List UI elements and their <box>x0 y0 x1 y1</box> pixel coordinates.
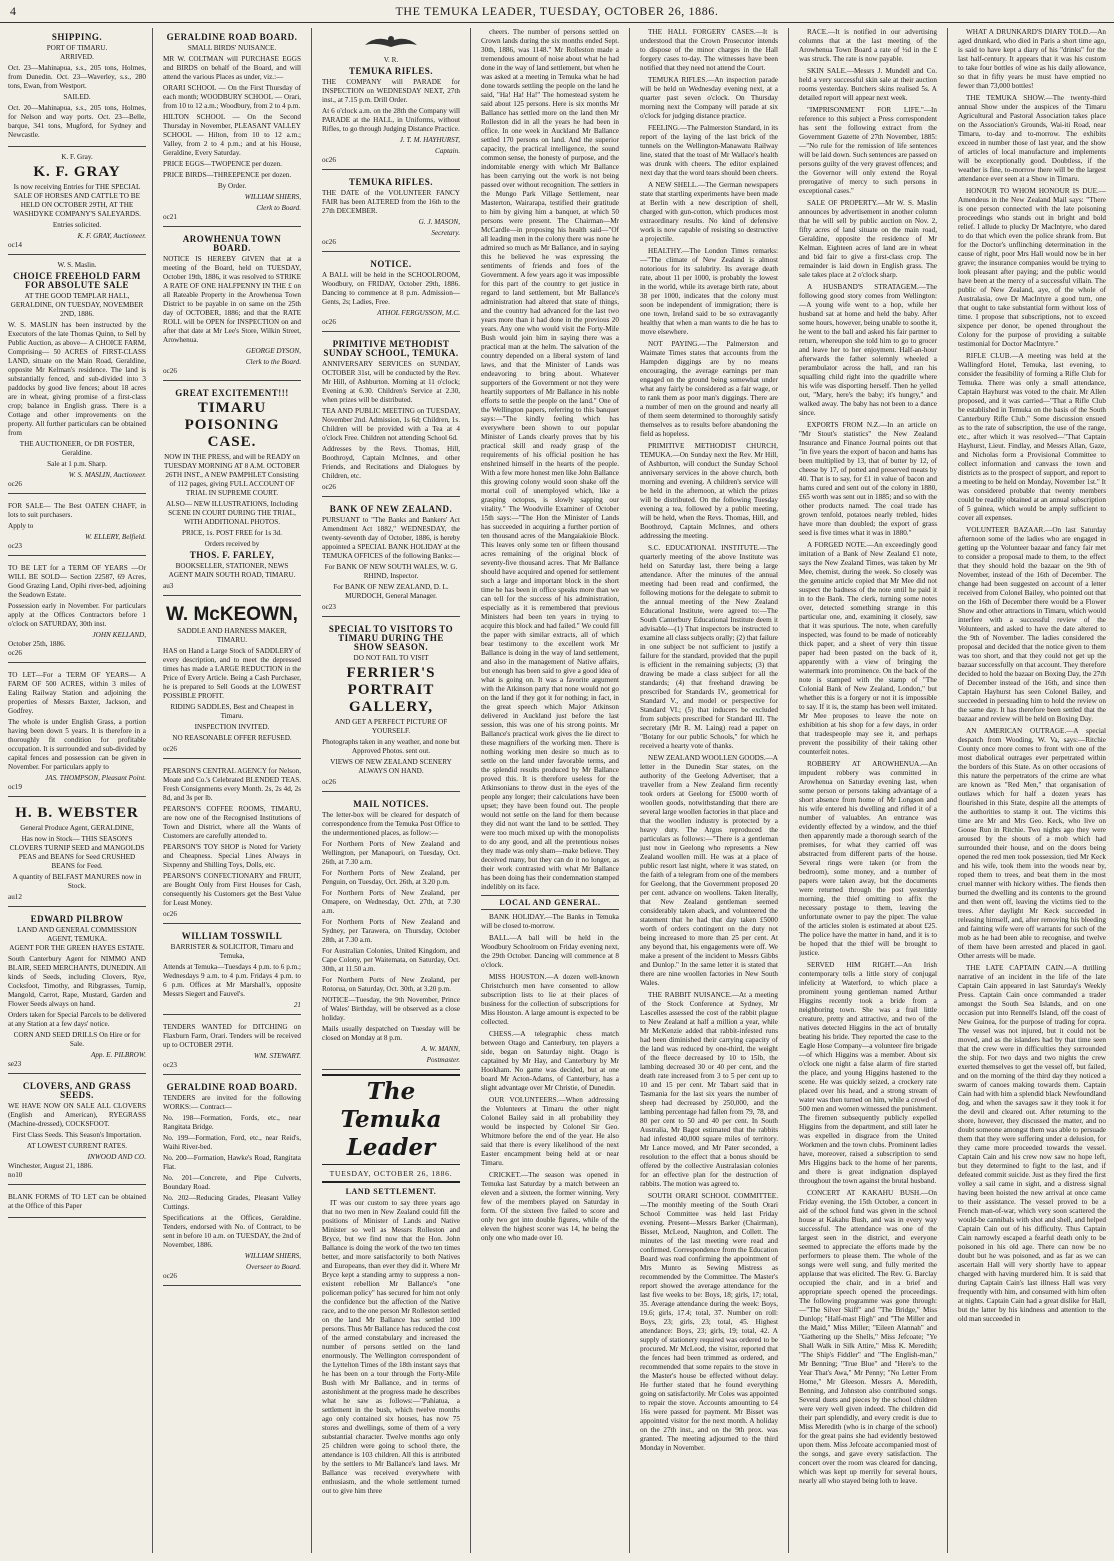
advert-body: NOW IN THE PRESS, and will be READY on TUESDAY MORNING AT 8 A.M. OCTOBER 26TH INST., A NEW PAMPHLET Consisting of 112 pages, giving FULL ACCOUNT OF TRIAL IN SUPREME COURT. <box>164 453 300 497</box>
advert-body: A BALL will be held in the SCHOOLROOM, Woodbury, on FRIDAY, October 29th, 1886. Dancing to commence at 8 p.m. Admission—Gents, 2s; Ladies, Free. <box>322 271 460 306</box>
advert-body: The whole is under English Grass, a portion having been down 5 years. It is therefore in a thoroughly fit condition for profitable occupation. It is surrounded and sub-divided by capital fences and possession can be given in November. For particulars apply to <box>8 718 146 771</box>
mail-item: For Northern Ports of New Zealand and Wellington, per Manapouri, on Tuesday, Oct. 26th, at 7.30 a.m. <box>322 840 460 866</box>
shipping-sailed: Oct. 20—Mahinapua, s.s., 205 tons, Holmes, for Nelson and way ports. Oct. 23—Belle, barque, 341 tons, Mugford, for Sydney and Newcastle. <box>8 104 146 139</box>
ball-notice <box>322 255 460 332</box>
advert-body: Apply to <box>8 522 34 530</box>
advert-code: oc26 <box>163 1272 177 1280</box>
advert-body: AT THE GOOD TEMPLAR HALL, GERALDINE, ON TUESDAY, NOVEMBER 2ND, 1886. <box>10 292 144 318</box>
news-item: NEW ZEALAND WOOLLEN GOODS.—A letter in the Dunedin Star states, on the authority of the Geelong Advertiser, that a traveller from a New Zealand firm recently took orders at Geelong for £5000 worth of woollen goods, notwithstanding that there are several large woollen factories in that place and that the woollen industry is protected by a heavy duty. The Argus reproduced the particulars as follows:—"There is a gentleman just now in Geelong who represents a New Zealand woollen mill. He was at a place of public resort last night, where it was stated, on the faith of a telegram from one of the members for Geelong, that the Government proposed 20 per cent. advance on woollens. Taken literally, that New Zealand gentleman seemed considerably taken aback, and volunteered the statement that he had that day taken £5000 worth of orders contingent on the duty not being increased to more than 25 per cent. At any beyond that, his engagements were off. We make a present of the incident to Messrs Gibbs and Dunlop." In the same letter it is stated that there are nine woollen factories in New South Wales. <box>640 754 778 987</box>
news-item: HONOUR TO WHOM HONOUR IS DUE.—Amendeus in the New Zealand Mail says: "There is one person connected with the late poisoning proceedings who stands out in bright and bold relief. I allude to plucky Dr MacIntyre, who dared to do that which even the police shrank from. But for the Doctor's unflinching determination in the cause of right, poor Mrs Hall would now be in her grave; the insurance companies would be trying to look pleasant after paying; and the public would have been at the mercy of a successful villain. The public of New Zealand, aye, of the whole of Australasia, owe Dr MacIntyre a good turn, one that ought to take substantial form without loss of time. I propose that subscriptions, not to exceed sixpence per donor, be opened throughout the Colony for the purpose of providing a suitable testimonial for Doctor MacIntyre." <box>958 187 1106 348</box>
column-rule <box>311 28 312 1553</box>
advert-heading: K. F. GRAY <box>33 164 121 180</box>
advert-heading: EDWARD PILBROW <box>30 914 124 924</box>
news-item: WHAT A DRUNKARD'S DIARY TOLD.—An aged drunkard, who died in Paris a short time ago, is said to have kept a diary of his "drinks" for the last half-century. It appears that it was his custom to take four bottles of wine as his daily allowance, so that in fifty years he must have emptied no fewer than 73,000 bottles! <box>958 28 1106 90</box>
advert-body: NOTICE—Tuesday, the 9th November, Prince of Wales' Birthday, will be observed as a close holiday. <box>322 996 460 1022</box>
advert-body: TEA AND PUBLIC MEETING on TUESDAY, November 2nd. Admission, 1s 6d; Children, 1s. Children will be provided with a Tea at 4 o'clock Free. Children not attending School 6d. <box>322 407 460 442</box>
mail-item: For Northern Ports of New Zealand, per Omapere, on Wednesday, Oct. 27th, at 7.30 a.m. <box>322 889 460 915</box>
advert-signature: WILLIAM SHIERS, <box>244 193 301 201</box>
advert-subheading: LAND AND GENERAL COMMISSION AGENT, TEMUKA. <box>17 926 137 943</box>
news-column <box>799 28 937 1486</box>
column-rule <box>947 28 948 1553</box>
advert-signature: Secretary. <box>431 229 460 237</box>
advert-body: Is now receiving Entries for THE SPECIAL SALE OF HORSES AND CATTLE TO BE HELD ON OCTOBER 29TH, AT THE WASHDYKE COMPANY'S SALEYARDS. <box>13 183 141 218</box>
advert-body: ANNIVERSARY SERVICES on SUNDAY, OCTOBER 31st, will be conducted by the Rev. Mr Hill, of Ashburton. Morning at 11 o'clock; Evening at 6.30. Children's Service at 2.30, when prizes will be distributed. <box>322 360 460 404</box>
news-item: EXPORTS FROM N.Z.—In an article on "Mr Stout's statistics" the New Zealand Insurance and Finance Journal points out that "in five years the export of bacon and hams has been multiplied by 13, that of butter by 12, of cheese by 17, of potted and preserved meats by 40. That is to say, for £1 in value of bacon and hams cured and sent out of the colony in 1880, £65 worth was sent out in 1885; and so with the other products named. The coal trade has grown tenfold, potatoes nearly trebled, hides have more than doubled; the export of grass seed is five times what it was in 1880." <box>799 421 937 537</box>
news-item: BANK HOLIDAY.—The Banks in Temuka will be closed to-morrow. <box>481 913 619 930</box>
news-item: CHESS.—A telegraphic chess match between Otago and Canterbury, ten players a side, began on Saturday night. Otago is captained by Mr Hay, and Canterbury by Mr Hookham. No game was decided, but at one board Mr Acton-Adams, of Canterbury, has a slight advantage over Mr Christie, of Dunedin. <box>481 1030 619 1092</box>
advert-body: PRICE BIRDS—THREEPENCE per dozen. <box>163 171 292 179</box>
mail-item: For Northern Ports of New Zealand, per Rotorua, on Saturday, Oct. 30th, at 3.20 p.m. <box>322 976 460 993</box>
advert-signature: K. F. GRAY, Auctioneer. <box>77 232 146 240</box>
news-item: S.C. EDUCATIONAL INSTITUTE.—The quarterly meeting of the above Institute was held on Saturday last, there being a large attendance. After the minutes of the annual meeting had been read and confirmed, the following motions for the delegate to submit to the annual meeting of the New Zealand Educational Institute, were agreed to:—The South Canterbury Educational Institute deem it advisable—(1) That inspectors be instructed to examine all class subjects orally; (2) that failure in one subject be not sufficient to justify a failure for the standard, provided that the pupil is efficient in the remaining subjects; (3) that drawing be made a class subject for all the standards; (4) that freehand drawing be prescribed for Standards IV., geometrical for Standard V., and model or perspective for Standard VI.; (5) that inducers be excluded from subjects prescribed for Standard III. The secretary (Mr R. M. Laing) read a paper on "Botany for our public Schools," for which he received a hearty vote of thanks. <box>640 544 778 750</box>
advert-body: WE HAVE NOW ON SALE ALL CLOVERS (English and American), RYEGRASS (Machine-dressed), COCKSFOOT. <box>8 1102 146 1128</box>
advert-body: ALSO— NEW ILLUSTRATIONS, Including SCENE IN COURT DURING THE TRIAL, WITH ADDITIONAL PHOTOS. <box>165 500 299 526</box>
advert-code: oc26 <box>8 480 22 488</box>
chaff-advert <box>8 497 146 556</box>
gray-advert <box>8 150 146 255</box>
advert-heading: AROWHENUA TOWN BOARD. <box>182 234 282 253</box>
ferrier-advert <box>322 620 460 792</box>
section-heading: LOCAL AND GENERAL. <box>481 895 619 910</box>
advert-body: TO LET—For a TERM OF YEARS— A FARM OF 500 ACRES, within 3 miles of Ealing Railway Station and adjoining the properties of Messrs Baxter, Jackson, and Godfrey. <box>8 671 146 715</box>
advert-subheading: AGENT FOR THE GREEN HAYES ESTATE. <box>9 944 145 952</box>
advert-body: PEARSON'S CONFECTIONARY and FRUIT, are Bought Only from First Houses for Cash, consequently his Customers get the Best Value for Least Money. <box>163 872 301 907</box>
contract-item: No. 201—Concrete, and Pipe Culverts, Boundary Road. <box>163 1174 301 1191</box>
advert-body: At 6 o'clock a.m. on the 28th the Company will PARADE at the HALL, in Uniforms, without Rifles, to go through Judging Distance Practice. <box>322 107 460 133</box>
column-2 <box>163 28 301 1553</box>
advert-code: au12 <box>8 893 22 901</box>
tosswill-advert <box>163 927 301 1015</box>
advert-body: Sale at 1 p.m. Sharp. <box>47 460 107 468</box>
advert-code: oc14 <box>8 241 22 249</box>
geraldine-board-advert <box>163 28 301 227</box>
page-number: 4 <box>10 4 17 18</box>
column-4 <box>481 28 619 1553</box>
advert-body: AT LOWEST CURRENT RATES. <box>26 1142 128 1150</box>
advert-body: BLANK FORMS of TO LET can be obtained at the Office of this Paper <box>8 1193 146 1210</box>
methodist-advert <box>322 335 460 497</box>
advert-code: oc26 <box>322 778 336 786</box>
column-6 <box>799 28 937 1553</box>
news-item: RACE.—It is notified in our advertising columns that at the last meeting of the Arowhenua Town Board a rate of ½d in the £ was struck. The rate is now payable. <box>799 28 937 63</box>
contract-item: No. 200—Formation, Hawke's Road, Rangitata Flat. <box>163 1154 301 1171</box>
pilbrow-advert <box>8 910 146 1074</box>
news-item: A NEW SHELL.—The German newspapers state that startling experiments have been made at Berlin with a new description of shell, charged with gun-cotton, which produces most extraordinary results. No kind of defensive work is now capable of resisting so destructive a projectile. <box>640 181 778 243</box>
news-item: CONCERT AT KAKAHU BUSH.—On Friday evening, the 15th October, a concert in aid of the school fund was given in the school house at Kakahu Bush, and was in every way successful. The attendance was one of the largest seen in the district, and everyone seemed to appreciate the efforts made by the performers to please them. The whole of the songs were well sung, and fully merited the applause that was elicited. The Rev. G. Barclay occupied the chair, and in a brief and appropriate speech opened the proceedings. The following programme was gone through:—"The Silver Skiff" and "The Bridge," Miss Dunlop; "Half-mast High" and "The Miller and the Maid," Miss Miller; "Eileen Alannah" and "Gathering up the Shells," Miss Jefcoate; "Ye Shall Walk in Silk Attire," Miss K. Meredith; "The Ship's Fiddler" and "The English-man," Mr Benning; "True Blue" and "Here's to the Year That's Awa," Mr Penny; "No Letter From Home," Mr Gleeson. Messrs A. Meredith, Benning, and Johnston also contributed songs. Several duets and pieces by the school children were very well given indeed. The children did their part splendidly, and every credit is due to Miss Meredith (who is in charge of the school) for the great pains she had evidently bestowed upon them. Miss Jefcoate accompanied most of the songs, and gave every satisfaction. The concert over the room was cleared for dancing, which was kept up merrily for several hours, nearly all who stayed being loth to leave. <box>799 1189 937 1485</box>
news-item: THE RABBIT NUISANCE.—At a meeting of the Stock Conference at Sydney, Mr Lascelles assessed the cost of the rabbit plague to New Zealand at half a million a year, while Mr McKenzie added that rabbit-infested runs had been diminished their carrying capacity of the land was reduced by one-third, the weight of the fleece decreased by 10 to 15lb, the lambing decreased 30 or 40 per cent, and the death rate increased from 3 to 5 per cent up to 10 and 15 per cent. Mr Tabart said that in Tasmania for the last six years the number of sheep had decreased by 250,000, and the lambing percentage had fallen from 79, 78, and 80 per cent to 50 and 40 per cent. In South Australia, Mr Bagot estimated that the rabbits had infested 40,000 square miles of territory. Mr Lance moved, and Mr Pater seconded, a resolution to the effect that a bonus should be offered by the collective Australasian colonies for an effective plan for the destruction of rabbits. The motion was agreed to. <box>640 991 778 1188</box>
mail-notices <box>322 795 460 1070</box>
advert-heading: WILLIAM TOSSWILL <box>181 931 283 941</box>
news-item: SALE OF PROPERTY.—Mr W. S. Maslin announces by advertisement in another column that he will sell by public auction on Nov. 2, fifty acres of land situate on the main road, Geraldine, opposite the residence of Mr Kelman. Eighteen acres of land are in wheat and bid fair to give a first-class crop. The remainder is laid down in English grass. The sale takes place at 2 o'clock sharp. <box>799 199 937 279</box>
mail-item: For Northern Ports of New Zealand and Sydney, per Tarawera, on Thursday, October 28th, at 7.30 a.m. <box>322 918 460 944</box>
advert-body: PEARSON'S TOY SHOP is Noted for Variety and Cheapness. Special Lines Always in Sixpenny and Shilling Toys, Dolls, etc. <box>163 843 301 869</box>
column-rule <box>470 28 471 1553</box>
advert-body: MR W. COLTMAN will PURCHASE EGGS and BIRDS on behalf of the Board, and will attend the various Places as under, viz.:— <box>163 55 301 81</box>
advert-signature: For BANK OF NEW ZEALAND, D. L. MURDOCH, General Manager. <box>333 583 449 600</box>
advert-heading: BANK OF NEW ZEALAND. <box>329 504 453 514</box>
newspaper-nameplate: The Temuka Leader <box>322 1074 460 1165</box>
column-rule <box>788 28 789 1553</box>
advert-body: AND GET A PERFECT PICTURE OF YOURSELF. <box>334 718 448 735</box>
advert-signature: W. S. MASLIN, Auctioneer. <box>68 471 146 479</box>
news-item: NOT PAYING.—The Palmerston and Waimate Times states that accounts from the Hampden diggings are by no means encouraging, the average earnings per man engaged on the ground being somewhat under what any fairly be considered as a fair wage, or to rank them as poor man's diggings. There are a number of men on the ground and nearly all of them seem determined to thoroughly satisfy themselves as to results before abandoning the field as hopeless. <box>640 340 778 438</box>
column-1 <box>8 28 146 1553</box>
advert-signature: Clerk to Board. <box>256 204 301 212</box>
let-advert <box>8 559 146 663</box>
advert-body: Has now in Stock— THIS SEASON'S CLOVERS TURNIP SEED and MANGOLDS PEAS and BEANS for Seed CRUSHED BEANS for Feed. <box>9 835 145 870</box>
advert-body: BOOKSELLER, STATIONER, NEWS AGENT MAIN SOUTH ROAD, TIMARU. <box>168 562 296 579</box>
news-item: THE HALL FORGERY CASES.—It is understood that the Crown Prosecutor intends to dispose of the minor charges in the Hall forgery cases to-day. The witnesses have been notified that they need not attend the Court. <box>640 28 778 72</box>
advert-heading: CHOICE FREEHOLD FARM FOR ABSOLUTE SALE <box>13 271 141 290</box>
advert-code: oc26 <box>322 238 336 246</box>
advert-code: no10 <box>8 1171 23 1179</box>
shipping-section <box>8 28 146 147</box>
subheading: PORT OF TIMARU. <box>46 44 108 52</box>
webster-advert <box>8 800 146 907</box>
local-general-section <box>481 895 619 1243</box>
news-item: TEMUKA RIFLES.—An inspection parade will be held on Wednesday evening next, at a quarter past seven o'clock. On Thursday morning next the Company will parade at six o'clock for judging distance practice. <box>640 76 778 120</box>
news-item: THE TEMUKA SHOW.—The twenty-third annual Show under the auspices of the Timaru Agricultural and Pastoral Association takes place on the Association's Grounds, Wai-iti Road, near Timaru, to-day and to-morrow. The exhibits exceed in number those of last year, and the show of articles of local manufacture and implements will be exceptionally good. Doubtless, if the weather is fine, to-morrow there will be the largest attendance ever seen at a Show in Timaru. <box>958 94 1106 183</box>
advert-signature: App. E. PILBROW. <box>90 1051 146 1059</box>
advert-body: TO BE LET for a TERM OF YEARS —Or WILL BE SOLD— Section 22587, 69 Acres, Good Grazing Land, Opihi river-bed, adjoining the Seadown Estate. <box>8 564 146 599</box>
mail-item: For Australian Colonies, United Kingdom, and Cape Colony, per Waitemata, on Saturday, Oct. 30th, at 11.50 a.m. <box>322 947 460 973</box>
advert-code: oc23 <box>322 603 336 611</box>
advert-body: VIEWS OF NEW ZEALAND SCENERY ALWAYS ON HAND. <box>330 758 452 775</box>
advert-code: oc26 <box>163 745 177 753</box>
news-item: MISS HOUSTON.—A dozen well-known Christchurch men have consented to allow subscription lists to lie at their places of business for the collection of subscriptions for Miss Houston. A large amount is expected to be collected. <box>481 973 619 1026</box>
advert-body: PRICE, 1s. POST FREE for 1s 3d. <box>182 529 282 537</box>
column-7 <box>958 28 1106 1553</box>
poisoning-advert <box>163 384 301 596</box>
advert-signature: JOHN KELLAND, <box>92 631 146 639</box>
mckeown-advert <box>163 599 301 759</box>
advert-signature: Captain. <box>435 147 460 155</box>
advert-body: Possession early in November. For particulars apply at the Offices Contractors before 1 o'clock on SATURDAY, 30th inst. <box>8 602 146 628</box>
bank-holiday-advert <box>322 500 460 617</box>
news-item: SOUTH ORARI SCHOOL COMMITTEE.—The monthly meeting of the South Orari School Committee was held last Friday evening. Present—Messrs Barker (Chairman), Bisset, McLeod, Naughton, and Collett. The minutes of the last meeting were read and confirmed. Correspondence from the Education Board was read confirming the appointment of Mrs Munro as Sewing Mistress as recommended by the Committee. The Master's report showed the average attendance for the last five weeks to be: Boys, 18; girls, 17; total, 35. Average attendance during the week: Boys, 19.6; girls, 17.4; total, 37. Number on roll: Boys, 23; girls, 23; total, 45. Highest attendance: Boys, 23; girls, 19; total, 42. A supply of stationery required was ordered to be procured. Mr McLeod, the visitor, reported that the fences had been trimmed as ordered, and recommended that some repairs to the stove in the Master's house be effected without delay. He further stated that he found everything going on satisfactorily. Mr Coles was appointed to repair the stove. Accounts amounting to £4 16s were passed for payment. Mr Bisset was appointed visitor for the next month. A holiday on the 27th inst., and on the 9th prox. was granted. The meeting adjourned to the third Monday in November. <box>640 1192 778 1452</box>
news-item: A FORGED NOTE.—An exceedingly good imitation of a Bank of New Zealand £1 note, says the New Zealand Times, was taken by Mr Mee, chemist, during the week. So closely was the genuine article copied that Mr Mee did not suspect the badness of the note until he paid it in to the Bank. The clerk, turning some notes over, detected something strange in this particular one, and, examining it closely, saw that it was spurious. The note, when carefully inspected, was found to be made of noticeably thick paper, and a sheet of very thin tissue paper had been pasted on the back of it, apparently with a view of bringing the watermark into prominence. On the back of the note is stamped with the stamp of "The Colonial Bank of New Zealand, London," but whether this is a forgery or not it is impossible to say. If it is, the stamp has been well imitated. Mr Mee proposes to leave the note on exhibition at his shop for a few days, in order that tradespeople may see it, and perhaps prevent the possibility of their taking other counterfeit notes. <box>799 541 937 756</box>
advert-body: THE DATE of the VOLUNTEER FANCY FAIR has been ALTERED from the 16th to the 27th DECEMBER. <box>322 189 460 215</box>
advert-body: Attends at Temuka—Tuesdays 4 p.m. to 6 p.m.; Wednesdays 9 a.m. to 4 p.m. Fridays 4 p.m. to 6 p.m. Offices at Mr Marshall's, opposite Messrs Siegert and Fauvel's. <box>163 963 301 998</box>
advert-code: oc26 <box>163 910 177 918</box>
label: ARRIVED. <box>60 53 94 61</box>
advert-signature: JAS. THOMPSON, Pleasant Point. <box>44 774 146 782</box>
column-rule <box>629 28 630 1553</box>
mail-item: For Northern Ports of New Zealand, per Penguin, on Tuesday, Oct. 26th, at 3.20 p.m. <box>322 869 460 886</box>
advert-signature: WILLIAM SHIERS, <box>244 1252 301 1260</box>
maslin-advert <box>8 258 146 494</box>
advert-heading: W. McKEOWN, <box>166 604 298 625</box>
advert-body: RIDING SADDLES, Best and Cheapest in Timaru. <box>170 703 294 720</box>
news-item: VOLUNTEER BAZAAR.—On last Saturday afternoon some of the ladies who are engaged in getting up the Volunteer bazaar and fancy fair met to consider a proposal made to them, to the effect that they should hold the bazaar on the 9th of November, instead of the 16th of December. The change had been suggested on account of a letter received from Colonel Bailey, who pointed out that on the 16th of December there would be a Flower Show and other attractions in Timaru, which would interfere with a successful review of the Volunteers, and asked to have the date altered to the 9th of November. The ladies considered the proposal and decided that the notice given to them was too short, and that they could not get up the bazaar successfully on that account. They therefore decided to hold the bazaar on Boxing Day, the 27th of December instead of the 16th, and since then Captain Hayhurst has seen Colonel Bailey, and succeeded in persuading him to hold the review on the same day. It has therefore been settled that the bazaar and review will be held on Boxing Day. <box>958 526 1106 723</box>
advert-heading: GERALDINE ROAD BOARD. <box>166 1082 298 1092</box>
news-item: RIFLE CLUB.—A meeting was held at the Wallingford Hotel, Temuka, last evening, to consider the feasibility of forming a Rifle Club for Temuka. There was only a small attendance, Captain Hayhurst was voted to the chair. Mr Allen proposed, and it was carried—"That a Rifle Club be established in Temuka on the basis of the South Canterbury Rifle Club." Some discussion ensued as to the rate of subscription, the use of the range, etc., after which it was resolved—"That Captain Hayhurst, Lieut. Findlay, and Messrs Allan, Gaze, and Nicholas form a Provisional Committee to collect information and canvass the town and districts as to the prospect of support, and report to a meeting to be held on Monday, November 1st." It was considered probable that twenty members could be readily obtained at an annual subscription of 5 guinea, which would be amply sufficient to cover all expenses. <box>958 352 1106 522</box>
news-column <box>958 28 1106 1324</box>
advert-body: PEARSON'S CENTRAL AGENCY for Nelson, Moate and Co.'s Celebrated BLENDED TEAS. Fresh Consignments every Month. 2s, 2s 4d, 2s 8d, and 3s per lb. <box>163 767 301 802</box>
advert-subheading: General Produce Agent, GERALDINE, <box>20 824 134 832</box>
advert-body: South Canterbury Agent for NIMMO AND BLAIR, SEED MERCHANTS, DUNEDIN. All kinds of Seeds, including Clovers, Rye, Cocksfoot, Timothy, and Ribgrasses, Turnip, Mangold, Carrot, Rape, Mustard, Garden and Flower Seeds always on hand. <box>8 955 146 1008</box>
news-item: BALL.—A ball will be held in the Woodbury Schoolroom on Friday evening next, the 29th October. Dancing will commence at 8 o'clock. <box>481 934 619 969</box>
advert-body: The letter-box will be cleared for despatch of correspondence from the Temuka Post Office to the undermentioned places, as follow:— <box>322 811 460 837</box>
advert-body: PEARSON'S COFFEE ROOMS, TIMARU, are now one of the Recognised Institutions of Town and District, where all the Wants of Customers are carefully attended to. <box>163 805 301 840</box>
advert-headline: TIMARU POISONING CASE. <box>184 400 280 450</box>
advert-signature: INWOOD AND CO. <box>87 1153 146 1161</box>
advert-code: oc19 <box>8 783 22 791</box>
label: SAILED. <box>63 93 91 101</box>
article-paragraph: cheers. The number of persons settled on Crown lands during the six months ended Sept. 30th, 1886, was 1148." Mr Rolleston made a tremendous amount of noise about what he had done in the way of land settlement, but when he was asked at a meeting in Temuka what he had done towards settling the people on the land he said, "Ha! Ha! Ha!" The homestead system he said about 125 persons. Here is six months Mr Ballance has settled more on the land then Mr Rolleston did in all the years he had been in office. In one week in Auckland Mr Ballance settled 170 persons on land. And the superior capacity, the practical intelligence, the sound common sense, the honesty of purpose, and the indomitable energy with which Mr Ballance has been carrying out the work is not being passed over without recognition. The settlers in the Mungo Park Village Settlement, near Masterton, Wairarapa, testified their gratitude to him by giving him a banquet, at which 50 persons were present. The Chairman—Mr McCardle—in proposing his health said—"Of all leading men in the colony there was none he admired so much as Mr Ballance, and in saying this he believed he was expressing the sentiments of friends and foes of the Government. A few years ago it was impossible for this part of the country to get justice in regard to land settlement, but Mr Ballance's administration had altered that state of things, and the country had advanced for the last two years more than it had done in the previous 20 years. Any one who would visit the Forty-Mile Bush would join him in saying there was a practical man at the helm. The salvation of the country depended on a liberal system of land laws, and that the Minister of Lands was endeavoring to bring about. Whatever supporters of the Government or not they were heartily supporters of Mr Ballance in his noble efforts to settle the people on the land." One of the Wellington papers, referring to this banquet says:—"The kindly feeling which has everywhere been shown to our popular Minister of Lands clearly proves that by his practical skill and ready grasp of the requirements of his official position he has enshrined himself in the hearts of the people. With a few more honest men like John Ballance this growing colony would soon shake off the mortal coil of unemployed which, like a grasping octopus, is slowly sapping our vitality." The Woodville Examiner of October 15th says:—"The Hon the Minister of Lands has succeeded in acquiring a further portion of ten thousand acres of the Mangaiakioie Block. This leaves only some ten or fifteen thousand acres remaining of the original block of seventy-five thousand acres. That Mr Ballance should have acquired and opened for settlement such a large and important block in the short time he has been in office speaks more than we can tell for the success of his administration, especially as it is remembered that previous Ministers had been ten years in trying to acquire this block and had failed." We could fill the paper with similar extracts, all of which bear testimony to the excellent work Mr Ballance is doing in the way of land settlement, and also in the management of Native affairs, but enough has been said to give a good idea of what is going on. It was a favorite argument with the Atkinson party that none would not go on the land if they got it for nothing; in fact, in the great speech which Major Atkinson delivered in Auckland just before the last session, this was one of his strong points. Mr Ballance's practical work gives the lie direct to these magnifiers of the working men. There is nothing working men desire so much as to settle on the land under favorable terms, and the splendid results produced by Mr Ballance proved this. It is therefore useless for the Atkinsonians to throw dust in the eyes of the people any longer; their calculations have been upset; they have been found out. The people would not settle on the land for them because they did not want the land to be settled. They were too much mixed up with the monopolists to do any good, and all the pretentious noises they made was only sham—make believe. They deceived many, but they can do it no longer, as their work contrasted with what Mr Ballance has been doing has their condemnation stamped indelibly on its face. <box>481 28 619 891</box>
advert-body: By Order. <box>217 182 247 190</box>
advert-body: Addresses by the Revs. Thomas, Hill, Boothroyd, Captain McInnes, and other Friends, and Recitations and Dialogues by Children, etc. <box>322 445 460 480</box>
column-3 <box>322 28 460 1553</box>
advert-heading: MAIL NOTICES. <box>353 799 429 809</box>
ditching-tenders-advert <box>163 1018 301 1075</box>
advert-body: HAS on Hand a Large Stock of SADDLERY of every description, and to meet the depressed times has made a LARGE REDUCTION in the Price of Every Article. Being a Cash Purchaser, he is prepared to Sell Goods at the LOWEST POSSIBLE PROFIT. <box>163 647 301 700</box>
royal-crest-icon <box>322 33 460 54</box>
advert-heading: TEMUKA RIFLES. <box>348 177 433 187</box>
news-item: OUR VOLUNTEERS.—When addressing the Volunteers at Timaru the other night Colonel Bailey said in all probability they would be inspected by Colonel Sir Geo. Whitmore before the end of the year. He also said that there is every likelihood of the next Easter encampment being held at or near Timaru. <box>481 1096 619 1167</box>
advert-signature: J. T. M. HAYHURST, <box>399 136 460 144</box>
geraldine-tenders-advert <box>163 1078 301 1286</box>
advert-body: NOTICE IS HEREBY GIVEN that at a meeting of the Board, held on TUESDAY, October 19th, 1886, it was resolved to STRIKE A RATE OF ONE HALFPENNY IN THE £ on all Rateable Property in the Arowhenua Town District to be payable in on same on the 25th day of OCTOBER, 1886; and that the RATE ROLL will be OPEN for INSPECTION on and after that date at Mr Lee's Store, Wilkin Street, Arowhenua. <box>163 255 301 344</box>
advert-body: A quantity of BELFAST MANURES now in Stock. <box>12 873 142 890</box>
advert-footer: Entries solicited. <box>52 221 102 229</box>
advert-signature: GEORGE DYSON, <box>245 347 301 355</box>
shipping-arrived: Oct. 23—Mahinapua, s.s., 205 tons, Holmes, from Dunedin. Oct. 23—Waverley, s.s., 280 tons, Ewan, from Westport. <box>8 64 146 90</box>
advert-code: oc26 <box>322 318 336 326</box>
clovers-advert <box>8 1077 146 1185</box>
advert-subheading: SMALL BIRDS' NUISANCE. <box>187 44 277 52</box>
advert-heading: SPECIAL TO VISITORS TO TIMARU DURING THE SHOW SEASON. <box>328 624 454 652</box>
advert-signature: ATHOL FERGUSSON, M.C. <box>377 309 460 317</box>
advert-name: THOS. F. FARLEY, <box>189 550 275 560</box>
news-item: ROBBERY AT AROWHENUA.—An impudent robbery was committed in Arowhenua on Saturday evening last, when some person or persons taking advantage of a short absence from home of Mr Longson and his wife entered his dwelling and rifled it of a number of valuables. An entrance was evidently effected by a window, and the thief then apparently made a thorough search of the premises, for what they carried off was abstracted from different parts of the house. Several rings were taken (or from the bedroom), some money, and a number of papers were taken away, but the documents were returned through the post yesterday morning, the thief omitting to affix the necessary postage to them, leaving the unfortunate owner to pay the piper. The value of the articles stolen is estimated at about £25. The police have the matter in hand, and it is to be hoped that the thief will be brought to justice. <box>799 760 937 957</box>
news-item: "IMPRISONMENT FOR LIFE."—In reference to this subject a Press correspondent has sent the following extract from the Government Gazette of 27th November, 1885:—"No rule for the remission of life sentences will be laid down. Such sentences are passed on persons guilty of the very gravest offences; and the Governor will only extend the Royal prerogative of mercy to such persons in exceptional cases." <box>799 106 937 195</box>
advert-signature: Postmaster. <box>426 1056 460 1064</box>
advert-signature: WM. STEWART. <box>253 1052 301 1060</box>
advert-body: Photographs taken in any weather, and none but Approved Photos. sent out. <box>322 738 460 755</box>
contract-item: No. 199—Formation, Ford, etc., near Reid's, Waihi River-bed. <box>163 1134 301 1151</box>
advert-code: oc23 <box>8 542 22 550</box>
advert-code: oc26 <box>322 483 336 491</box>
advert-body: PURSUANT to "The Banks and Bankers' Act Amendment Act 1882," WEDNESDAY, the twenty-seventh day of October, 1886, is hereby appointed a SPECIAL BANK HOLIDAY at the TEMUKA OFFICES of the following Banks:— <box>322 516 460 560</box>
advert-body: NO REASONABLE OFFER REFUSED. <box>172 734 292 742</box>
news-item: CRICKET.—The season was opened in Temuka last Saturday by a match between an eleven and a sixteen, the former winning. Very few of the members played on Saturday in form. Of the sixteen five failed to score and only two got into double figures, while of the eleven the highest scorer was 14, he being the only one who made over 10. <box>481 1171 619 1242</box>
advert-body: THE COMPANY will PARADE for INSPECTION on WEDNESDAY NEXT, 27th inst., at 7.15 p.m. Drill Order. <box>322 78 460 104</box>
advert-heading: NOTICE. <box>370 259 412 269</box>
issue-date: TUESDAY, OCTOBER 26, 1886. <box>322 1167 460 1183</box>
news-item: FEELING.—The Palmerston Standard, in its report of the laying of the last brick of the tunnels on the Wellington-Manawatu Railway line, stated that the toast of Mr Wallace's health was drunk with cheers. The editor explained next day that the word tears should been cheers. <box>640 124 778 177</box>
advert-code: oc26 <box>163 367 177 375</box>
advert-signature: G. J. MASON, <box>418 218 460 226</box>
column-rule <box>152 28 153 1553</box>
advert-signature: For BANK OF NEW SOUTH WALES, W. G. RHIND, Inspector. <box>324 563 458 580</box>
advert-body: CORN AND SEED DRILLS On Hire or for Sale. <box>13 1031 141 1048</box>
arowhenua-advert <box>163 230 301 381</box>
pearson-advert <box>163 762 301 924</box>
crest-letters: V. R. <box>383 56 399 64</box>
land-settlement-article <box>322 1187 460 1496</box>
advert-body: W. S. MASLIN has been instructed by the Executors of the late Thomas Quinn, to Sell by Public Auction, as above— A CHOICE FARM, Comprising— 50 ACRES of FIRST-CLASS LAND, situate on the Main Road, Geraldine, opposite Mr Kelman's residence. The land is substantially fenced, and sub-divided into 3 paddocks by good live fences; about 18 acres are in wheat, giving promise of a first-class crop; balance in English grass. There is a Cottage and other improvements on the property. All further particulars can be obtained from <box>8 321 146 437</box>
advert-body: Mails usually despatched on Tuesday will be closed on Monday at 8 p.m. <box>322 1025 460 1042</box>
advert-body: PRICE EGGS—TWOPENCE per dozen. <box>163 160 282 168</box>
advert-body: First Class Seeds. This Season's Importation. <box>12 1131 142 1139</box>
advert-body: INSPECTION INVITED. <box>194 723 270 731</box>
article-heading: LAND SETTLEMENT. <box>345 1187 437 1196</box>
advert-date: October 25th, 1886. <box>8 640 66 648</box>
news-column <box>640 28 778 1453</box>
advert-heading: FOR SALE— The Best OATEN CHAFF, in lots to suit purchasers. <box>8 502 146 519</box>
contract-item: No. 202—Reducing Grades, Pleasant Valley Cuttings. <box>163 1194 301 1211</box>
advert-signature: A. W. MANN, <box>421 1045 460 1053</box>
land-settlement-continued <box>481 28 619 892</box>
advert-heading: H. B. WEBSTER <box>15 805 139 821</box>
contract-item: No. 198—Formation, Fords, etc., near Rangitata Bridge. <box>163 1114 301 1131</box>
news-item: PRIMITIVE METHODIST CHURCH, TEMUKA.—On Sunday next the Rev. Mr Hill, of Ashburton, will conduct the Sunday School anniversary services in the above church, both morning and evening. A children's service will be held in the afternoon, at which the prizes will be distributed. On the following Tuesday evening a tea, followed by a public meeting, will be held, when the Revs. Thomas, Hill, and Boothroyd, Captain McInnes, and others addressing the meeting. <box>640 442 778 540</box>
news-item: AN AMERICAN OUTRAGE.—A special despatch from Wooding, W. Va, says:—Ritchie County once more comes to front with one of the most diabolical outrages ever perpetrated within the borders of this State. As on other occasions of this nature the perpetrators of the crime are what are known as "Red Men," that organisation of outlaws which for half a dozen years has flourished in this State, despite all the attempts of the authorities to stamp it out. The victims this time are Mr and Mrs Geo. Keck, who live on Goose Run in Ritchie. Two nights ago they were aroused by the shouts of a mob which had surrounded their house, and on the doors being opened the red men took possession, tied Mr Keck and his wife, took them into the woods near by, roped them to trees, and beat them in the most cruel manner with hickory withes. The fiends then burned the dwelling and its contents to the ground and then went off, leaving the victims tied to the trees. After daylight Mr Keck succeeded in releasing himself, and, after removing his bleeding and fainting wife were off warrants for such of the mob as he had been able to recognise, and twelve of them have been arrested and placed in gaol. Other arrests will be made. <box>958 727 1106 960</box>
rifles-advert <box>322 28 460 170</box>
page-header-title: THE TEMUKA LEADER, TUESDAY, OCTOBER 26, 1886. <box>395 4 719 18</box>
news-item: THE LATE CAPTAIN CAIN.—A thrilling narrative of an incident in the life of the late Captain Cain appeared in last Saturday's Weekly Press. Captain Cain once commanded a trader amongst the South Sea Islands, and on one occasion put into Rennell's Island, off the coast of New Guinea, for the purpose of trading for copra. The vessel was not injured, but it could not be moved, and as the islanders had by that time seen that the crew were in difficulties they surrounded the ship. For two days and two nights the crew exerted themselves to get the vessel off, but failed, and on the morning of the third day they noticed a swarm of canoes making towards them. Captain Cain had with him a splendid black Newfoundland dog, and when the savages saw it they took it for the devil and cleared out. After returning to the shore, however, they discussed the matter, and no doubt someone amongst them was able to persuade them that they were suffering under a delusion, for they came more proceeded towards the vessel. Captain Cain and his crew now saw no hope left, but they determined to fight to the last, and if defeated commit suicide. Just as they fired the first volley a sail came in sight, and a distress signal having been hoisted the new arrival at once came to their assistance. The vessel proved to be a French man-of-war, which very soon scattered the would-be cannibals with shot and shell, and helped Captain Cain out of his difficulty. Thus Captain Cain narrowly escaped a fearful death only to be poisoned in his old age. There can now be no doubt but he was poisoned, and as far as we can ascertain Hall will very shortly have to appear charged with having murdered him. It is said that during Captain Cain's last illness Hall was very frequently with him, and consumed with him often at nights. Captain Cain had a great dislike for Hall, but the latter by his kindness and attention to the old man succeeded in <box>958 964 1106 1323</box>
fancy-fair-advert <box>322 173 460 252</box>
masthead <box>0 0 1114 23</box>
advert-body: TENDERS are invited for the following WORKS:— Contract— <box>163 1094 301 1111</box>
section-heading: SHIPPING. <box>51 32 103 42</box>
advert-heading: GERALDINE ROAD BOARD. <box>166 32 298 42</box>
advert-body: HILTON SCHOOL — On the Second Thursday in November, PLEASANT VALLEY SCHOOL — Hilton, from 10 to 12 a.m.; Valley, from 2 to 4 p.m.; and at his House, Geraldine, Every Saturday. <box>163 113 301 157</box>
advert-code: oc26 <box>322 156 336 164</box>
advert-rule-label: K. F. Gray. <box>61 153 93 161</box>
article-paragraph: IT was our custom to say three years ago that no two men in New Zealand could fill the positions of Minister of Lands and Native Minister so well as Messrs Rolleston and Bryce, but we find now that the Hon. John Ballance is doing the work of the two ten times better, and more satisfactorily to both Natives and Europeans, than ever they did it. Where Mr Bryce kept a standing army to suppress a non-existent rebellion Mr Ballance's "one policeman policy" has secured for him not only the confidence but the affection of the Native race, and to the one person Mr Rolleston settled on the land Mr Ballance has settled 100 persons. Thus Mr Ballance has reduced the cost of the armed constabulary and increased the number of persons settled on the land enormously. The Wellington correspondent of the Lyttelton Times of the 18th instant says that he has been on a tour through the Forty-Mile Bush with Mr Ballance, and in terms of astonishment at the progress made he describes what he saw as follows:—"Pahiatua, a settlement in the bush, which twelve months ago only contained six houses, has now 75 stores and dwellings, some of them of a very substantial character. Twelve months ago only 25 children were going to school there, the attendance is 103 children. All this is attributed by the settlers to Mr Ballance's land laws. Mr Ballance was received everywhere with enthusiasm, and the whole settlement turned out to give him three <box>322 1199 460 1495</box>
advert-signature: Overseer to Board. <box>245 1263 301 1271</box>
advert-heading: CLOVERS, AND GRASS SEEDS. <box>22 1081 132 1100</box>
advert-signature: Clerk to the Board. <box>245 358 301 366</box>
advert-code: se23 <box>8 1060 22 1068</box>
advert-rule-label: W. S. Maslin. <box>57 261 97 269</box>
advert-body: Specifications at the Offices, Geraldine. Tenders, endorsed with No. of Contract, to be sent in before 10 a.m. on TUESDAY, the 2nd of November, 1886. <box>163 1214 301 1249</box>
advert-body: THE AUCTIONEER, Or DR FOSTER, Geraldine. <box>19 440 135 457</box>
advert-body: ORARI SCHOOL — On the First Thursday of each month; WOODBURY SCHOOL — Orari, from 10 to 12 a.m.; Woodbury, from 2 to 4 p.m. <box>163 84 301 110</box>
advert-body: Orders taken for Special Parcels to be delivered at any Station at a few days' notice. <box>8 1011 146 1028</box>
advert-subheading: BARRISTER & SOLICITOR, Timaru and Temuka, <box>170 943 294 960</box>
advert-code: oc23 <box>163 1061 177 1069</box>
advert-code: oc21 <box>163 213 177 221</box>
advert-signature: W. ELLERY, Belfield. <box>84 533 146 541</box>
news-item: SKIN SALE.—Messrs J. Mundell and Co. held a very successful skin sale at their auction rooms yesterday. Butchers skins realised 5s. A detailed report will appear next week. <box>799 67 937 102</box>
farm-let-advert <box>8 666 146 797</box>
advert-headline: FERRIER'S PORTRAIT GALLERY, <box>346 665 436 715</box>
advert-date: Winchester, August 21, 1886. <box>8 1162 93 1170</box>
advert-subheading: SADDLE AND HARNESS MAKER, TIMARU. <box>177 627 287 644</box>
blank-forms-advert <box>8 1188 146 1218</box>
advert-code: 21 <box>293 1001 301 1009</box>
news-item: A HUSBAND'S STRATAGEM.—The following good story comes from Wellington:—A young wife went to a hop, while her husband sat at home and held the baby. After some hours, however, being unable to soothe it, he went to the ball and asked his fair partner to return, whereupon she told him to go to grocer and leave her to her enjoyment. Half-an-hour afterwards the father solemnly wheeled a perambulator across the hall, and ran his squalling child right into the quadrille where his wife was disporting herself. Then he yelled out, "Mary, here's the baby; it's hungry," and walked away. The baby has not been to a dance since. <box>799 283 937 417</box>
advert-heading: TEMUKA RIFLES. <box>348 66 433 76</box>
column-5 <box>640 28 778 1553</box>
advert-body: DO NOT FAIL TO VISIT <box>353 654 429 662</box>
advert-body: TENDERS WANTED for DITCHING on Flaxburn Farm, Orari. Tenders will be received up to OCTOBER 29TH. <box>163 1023 301 1049</box>
news-item: HEALTHY.—The London Times remarks:—"The climate of New Zealand is almost notorious for its salubrity. Its average death rate, about 11 per 1000, is probably the lowest in the world, while its average birth rate, about 38 per 1000, indicates that the colony must soon be independent of immigration; there is one town, Ireland said to be so extravagantly healthy that when a man wants to die he has to move elsewhere. <box>640 247 778 336</box>
advert-heading: PRIMITIVE METHODIST SUNDAY SCHOOL, TEMUKA. <box>323 339 459 358</box>
advert-body: Orders received by <box>204 540 260 548</box>
advert-code: oc26 <box>8 649 22 657</box>
advert-heading: GREAT EXCITEMENT!!! <box>175 388 289 398</box>
news-item: SERVED HIM RIGHT.—An Irish contemporary tells a little story of conjugal infelicity at Waterford, to which place a prominent young gentleman named Arthur Higgins recently took a bride from a neighboring town. She was a frail little creature, pretty and attractive, and two of the natives detected Higgins in the act of brutally beating his bride. They reported the case to the Eagle Hose Company—a volunteer fire brigade—of which Higgins was a member. About six o'clock one night a false alarm of fire started the place, and young Higgins hastened to the scene. He was quickly seized, a crockery rate placed over his head, and a strong stream of water was then turned on him, while a crowd of 500 men and women witnessed the punishment. The firemen subsequently publicly expelled Higgins from the department, and still later he was expelled in disgrace from the United Workmen and the town clubs. Prominent ladies have, moreover, raised a subscription to send Mrs Higgins back to the home of her parents, and there is great indignation displayed throughout the town against the brutal husband. <box>799 961 937 1185</box>
advert-code: au3 <box>163 582 174 590</box>
